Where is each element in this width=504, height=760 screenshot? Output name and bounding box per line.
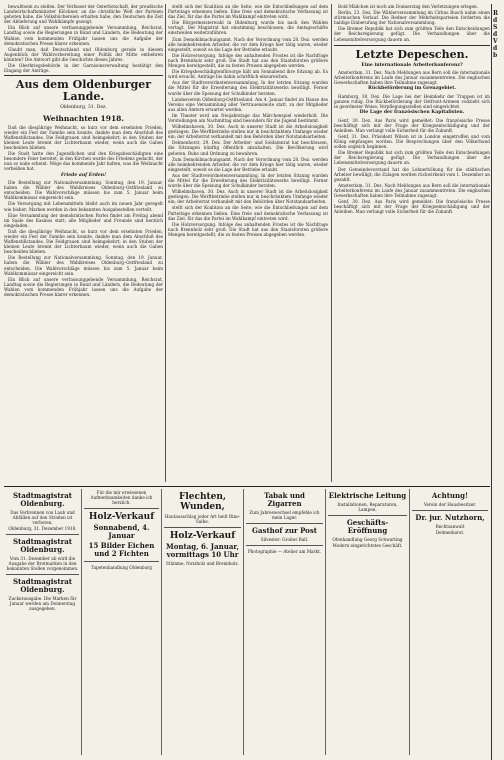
paragraph: Die Stadt hatte den Jugendlichen und den Kriegsbeschädigten eine besondere Feier bereitet; in den Kirchen wurde des Friedens gedacht, der nun so nahe scheint. Möge das kommende Jahr halten, was die Weihnacht verheißen hat. bbox=[4, 151, 163, 172]
paragraph: Bold Mädchen ist noch am Donnerstag den Verletzungen erlegen. bbox=[338, 4, 479, 9]
paragraph: Landesverein Oldenburg-Ostfriesland. Am 4. Januar findet im Hause des Vereins eine Versammlung aller Vertrauensleute statt, zu der Mitglieder aus allen Ämtern erwartet werden. bbox=[168, 96, 328, 112]
paragraph: Die Bestellung zur Nationalversammlung. Sonntag, den 19. Januar, haben die Wähler des Wahlkreises Oldenburg–Ostfriesland zu entscheiden. Die Wahlvorschläge müssen bis zum 5. Januar beim Wahlkommissar eingereicht sein. bbox=[4, 255, 163, 276]
ad-title: Holz-Verkauf bbox=[169, 531, 236, 541]
ad-tabak bbox=[244, 489, 326, 755]
ad-holz-verkauf-1 bbox=[82, 489, 162, 755]
ad-title: Stadtmagistrat Oldenburg. bbox=[12, 537, 73, 554]
paragraph: Ein Blick auf unsere verfassunggebende Versammlung, Reichsrat, Landtag sowie die Regierungen in Bund und Ländern, die Bedeutung der Wahlen vom kommenden Frühjahr lassen uns die Aufgabe der demokratischen Presse klarer erkennen. bbox=[4, 276, 163, 298]
ad-text: Stämme, Nutzholz und Brennholz. bbox=[166, 561, 239, 566]
column-3 bbox=[334, 4, 490, 482]
column-1 bbox=[4, 4, 163, 482]
divider bbox=[4, 75, 163, 76]
advertisement-section bbox=[4, 486, 490, 757]
dateline: Oldenburg, 31. Dez. bbox=[60, 105, 107, 111]
paragraph: Aus der Stadtverordnetenversammlung. In der letzten Sitzung wurden die Mittel für die Erweiterung des Elektrizitätswerks bewilligt. Ferner wurde über die Speisung der Schulkinder beraten. bbox=[168, 172, 328, 189]
ad-text: Delmenhorst. bbox=[435, 530, 465, 535]
paragraph: Genf, 30. Dez. Aus Paris wird gemeldet: Die französische Presse beschäftigt sich mit der Frage der Kriegsentschädigung und der Anleihen. Man verlangt volle Sicherheit für die Zukunft. bbox=[334, 117, 490, 133]
ad-title: Holz-Verkauf bbox=[88, 512, 155, 522]
ad-stadtmagistrat bbox=[4, 489, 82, 755]
paragraph: Die Kriegsbeschädigtenfürsorge hält am Sonnabend ihre Sitzung ab. Es wird ersucht, Anträge bis dahin schriftlich einzureichen. bbox=[168, 69, 328, 80]
paragraph: Berlin, 23. Dez. Die Wählerversammlung im Cirkus Busch nahm einen stürmischen Verlauf. Die Redner der Mehrheitsparteien forderten die baldige Einberufung der Nationalversammlung. bbox=[334, 10, 490, 26]
ad-title: Achtung! bbox=[431, 491, 469, 500]
paragraph: Wilhelmshaven, 30. Dez. Auch in unserer Stadt ist die Arbeitslosigkeit gestiegen. Die Werftbetriebe stellen nur in beschränktem Umfange wieder ein; der Arbeiterrat verhandelt mit den Behörden über Notstandsarbeiten. bbox=[168, 124, 328, 140]
paragraph: Die Bürgermeisterwahl in Oldenburg wurde bis nach den Wahlen vertagt. Der Magistrat hat einstimmig beschlossen, die Amtsgeschäfte einstweilen weiterzuführen. bbox=[168, 20, 328, 36]
ad-rechtsanwalt bbox=[410, 489, 490, 755]
paragraph: Aus der Stadtverordnetenversammlung. In der letzten Sitzung wurden die Mittel für die Erweiterung des Elektrizitätswerks bewilligt. Ferner wurde über die Speisung der Schulkinder beraten. bbox=[168, 80, 328, 96]
ad-text: Photographie — Atelier am Markt. bbox=[247, 549, 322, 554]
paragraph: Glaubt man, daß Deutschland und Oldenburg gerade in diesem Augenblick der Wahlvorbereitung einer Politik der Mitte entbehren könnten? Die Antwort gibt die Geschichte dieses Jahres. bbox=[4, 46, 163, 62]
paragraph: Genf, 30. Dez. Aus Paris wird gemeldet: Die französische Presse beschäftigt sich mit der Frage der Kriegsentschädigung und der Anleihen. Man verlangt volle Sicherheit für die Zukunft. bbox=[334, 199, 490, 215]
edge-letter: d bbox=[493, 31, 498, 38]
paragraph: Die Bremer Republik hat sich zum größten Teile den Entscheidungen der Reichsregierung gefügt. Die Verhandlungen über die Lebensmittelversorgung dauern an. bbox=[334, 26, 490, 42]
divider bbox=[328, 515, 407, 516]
ad-text: Hautausschlag jeder Art heilt Rino-Salbe. bbox=[164, 514, 241, 524]
paragraph: Hamburg, 30. Dez. Die Lage bei der Heimkehr der Truppen ist im ganzen ruhig. Die Rückbeförderung der Ostfront-Armeen vollzieht sich in geordneter Weise; Verpflegungsstellen sind eingerichtet. bbox=[334, 93, 490, 110]
ad-text: Verein der Hausbesitzer. bbox=[423, 502, 477, 507]
ad-title: Geschäfts-Eröffnung bbox=[346, 518, 389, 535]
ad-date: Sonnabend, 4. Januar bbox=[93, 523, 150, 540]
page-edge-rule bbox=[491, 4, 492, 760]
paragraph: Genf, 31. Dez. Präsident Wilson ist in London eingetroffen und vom König empfangen worden. Die Besprechungen über den Völkerbund sollen sogleich beginnen. bbox=[334, 134, 490, 150]
divider bbox=[246, 545, 323, 546]
section-heading-oldenburger-lande: Aus dem Oldenburger Lande. bbox=[15, 78, 152, 104]
column-divider bbox=[165, 4, 166, 482]
ad-text: Zuckerausgabe. Die Marken für Januar werden am Donnerstag ausgegeben. bbox=[8, 596, 77, 611]
ad-text: Ofenhandlung Georg Schwarting bbox=[332, 537, 403, 542]
column-divider bbox=[331, 4, 332, 482]
ad-text: Zum Jahreswechsel empfehle ich mein Lager. bbox=[249, 510, 320, 520]
ad-title: Dr. jur. Nutzhorn, bbox=[415, 513, 485, 522]
ad-title: Tabak und Zigarren bbox=[264, 491, 305, 508]
paragraph: stellt sich der Koalition an die Seite, wie die Entschließungen auf dem Parteitage erkennen ließen. Eine freie und demokratische Verfassung ist das Ziel, für das die Partei im Wahlkampf eintreten wird. bbox=[168, 4, 328, 20]
ad-text: Tapetenhandlung Oldenburg bbox=[91, 565, 152, 570]
paragraph: Der Gemeindevorstand hat die Lohnerhöhung für die städtischen Arbeiter bewilligt; die Zulagen werden rückwirkend vom 1. Dezember an gezahlt. bbox=[334, 166, 490, 182]
divider bbox=[6, 574, 79, 575]
adjacent-page-edge bbox=[493, 10, 504, 59]
paragraph: Daß die diesjährige Weihnacht, so kurz vor dem ersehnten Frieden, wieder ein Fest der Familie sein konnte, dankte man dem Abschluß des Waffenstillstandes. Die Feldgrauen sind heimgekehrt; in den Stuben der kleinen Leute brennt der Lichterbaum wieder, wenn auch die Gaben bescheiden blieben. bbox=[4, 124, 163, 151]
paragraph: Amsterdam, 31. Dez. Nach Meldungen aus Bern soll die internationale Arbeiterkonferenz im Laufe des Januar zusammentreten. Die englischen Gewerkschaften haben ihre Teilnahme zugesagt. bbox=[334, 182, 490, 199]
edge-letter: V bbox=[493, 38, 498, 45]
section-heading-letzte-depeschen: Letzte Depeschen. bbox=[355, 47, 469, 61]
paragraph: Im Theater wird am Neujahrstage das Märchenspiel wiederholt. Die Vorstellungen am Nachmittag sind besonders für die Jugend bestimmt. bbox=[168, 112, 328, 123]
paragraph: Die Bestellung zur Nationalversammlung. Sonntag, den 19. Januar, haben die Wähler des Wahlkreises Oldenburg–Ostfriesland zu entscheiden. Die Wahlvorschläge müssen bis zum 5. Januar beim Wahlkommissar eingereicht sein. bbox=[4, 180, 163, 201]
ad-title: Stadtmagistrat Oldenburg. bbox=[12, 577, 73, 594]
ad-elektrische-leitung bbox=[326, 489, 410, 755]
column-2 bbox=[168, 4, 328, 482]
paragraph: bewußtsein zu stellen. Der Verfasser der Osterbotschaft, der preußische Landwirtschaftsminister Klöckner, an die christliche Welt der Parteien geboten habe, die Volksbüchereien erhalten habe, den Deutschen die Zeit der Ablieferung und Wahlkämpfe gezeigt. bbox=[4, 4, 163, 25]
paragraph: Die Holzversorgung. Infolge des anhaltenden Frostes ist die Nachfrage nach Brennholz sehr groß. Die Stadt hat aus den Staatsforsten größere Mengen bereitgestellt, die zu festen Preisen abgegeben werden. bbox=[168, 52, 328, 69]
article-heading-weihnachten: Weihnachten 1918. bbox=[42, 113, 124, 123]
ad-text: Das Verbrennen von Laub und Abfällen auf den Straßen ist verboten. bbox=[10, 510, 75, 525]
paragraph: Ein Blick auf unsere verfassunggebende Versammlung, Reichsrat, Landtag sowie die Regierungen in Bund und Ländern, die Bedeutung der Wahlen vom kommenden Frühjahr lassen uns die Aufgabe der demokratischen Presse klarer erkennen. bbox=[4, 25, 163, 46]
paragraph: Wilhelmshaven, 30. Dez. Auch in unserer Stadt ist die Arbeitslosigkeit gestiegen. Die Werftbetriebe stellen nur in beschränktem Umfange wieder ein; der Arbeiterrat verhandelt mit den Behörden über Notstandsarbeiten. bbox=[168, 189, 328, 205]
subheading: Rückbeförderung im Grenzgebiet. bbox=[368, 86, 456, 92]
paragraph: Delmenhorst, 29. Dez. Der Arbeiter- und Soldatenrat hat beschlossen, die Sitzungen künftig öffentlich abzuhalten. Die Bevölkerung wird gebeten, Ruhe und Ordnung zu bewahren. bbox=[168, 140, 328, 156]
ad-text: Installationen, Reparaturen, Lampen. bbox=[337, 502, 398, 512]
paragraph: Die Holzversorgung. Infolge des anhaltenden Frostes ist die Nachfrage nach Brennholz sehr groß. Die Stadt hat aus den Staatsforsten größere Mengen bereitgestellt, die zu festen Preisen abgegeben werden. bbox=[168, 221, 328, 237]
subheading: Die Lage der französischen Kapitalisten. bbox=[359, 110, 465, 116]
ad-text: Für die mir erwiesenen Aufmerksamkeiten danke ich herzlich. bbox=[90, 490, 153, 505]
paragraph: stellt sich der Koalition an die Seite, wie die Entschließungen auf dem Parteitage erkennen ließen. Eine freie und demokratische Verfassung ist das Ziel, für das die Partei im Wahlkampf eintreten wird. bbox=[168, 205, 328, 221]
ad-text: Modern eingerichtetes Geschäft. bbox=[332, 543, 403, 548]
ad-title: Stadtmagistrat Oldenburg. bbox=[12, 491, 73, 508]
ad-title: Gasthof zur Post bbox=[251, 526, 317, 535]
motto: Friede auf Erden! bbox=[60, 172, 107, 178]
paragraph: Die Bremer Republik hat sich zum größten Teile den Entscheidungen der Reichsregierung gefügt. Die Verhandlungen über die Lebensmittelversorgung dauern an. bbox=[334, 150, 490, 166]
divider bbox=[6, 534, 79, 535]
edge-letter: d bbox=[493, 45, 498, 52]
divider bbox=[246, 523, 323, 524]
edge-letter: R bbox=[493, 10, 498, 17]
ad-flechten-wunden bbox=[162, 489, 244, 755]
edge-letter: b bbox=[493, 52, 498, 59]
divider bbox=[84, 508, 159, 509]
paragraph: Zum Demobilmachungsamt. Nach der Verordnung vom 28. Dez. werden alle heimkehrenden Arbeiter, die vor dem Kriege hier tätig waren, wieder eingestellt, soweit es die Lage der Betriebe erlaubt. bbox=[168, 36, 328, 52]
ad-text: Vom 31. Dezember ab wird die Ausgabe der Brotmarken in den bekannten Stellen vorgenommen. bbox=[6, 556, 79, 571]
subheading: Eine internationale Arbeiterkonferenz? bbox=[361, 62, 463, 68]
paragraph: Daß die diesjährige Weihnacht, so kurz vor dem ersehnten Frieden, wieder ein Fest der Familie sein konnte, dankte man dem Abschluß des Waffenstillstandes. Die Feldgrauen sind heimgekehrt; in den Stuben der kleinen Leute brennt der Lichterbaum wieder, wenn auch die Gaben bescheiden blieben. bbox=[4, 228, 163, 255]
ad-text: Silvester: Großer Ball. bbox=[260, 537, 309, 542]
ad-title: Flechten, Wunden, bbox=[178, 492, 227, 512]
divider bbox=[164, 527, 241, 528]
ad-text: Oldenburg, 31. Dezember 1918. bbox=[8, 526, 77, 531]
paragraph: Amsterdam, 31. Dez. Nach Meldungen aus Bern soll die internationale Arbeiterkonferenz im Laufe des Januar zusammentreten. Die englischen Gewerkschaften haben ihre Teilnahme zugesagt. bbox=[334, 70, 490, 86]
divider bbox=[334, 45, 490, 46]
divider bbox=[84, 561, 159, 562]
paragraph: Eine Versammlung der demokratischen Partei findet am Freitag abend im Saale des Kasinos statt; alle Mitglieder und Freunde sind herzlich eingeladen. bbox=[4, 212, 163, 228]
ad-text: 15 Bilder Eichen und 2 Fichten bbox=[88, 541, 155, 558]
ad-text: Rechtsanwalt bbox=[435, 524, 465, 529]
paragraph: Zum Demobilmachungsamt. Nach der Verordnung vom 28. Dez. werden alle heimkehrenden Arbeiter, die vor dem Kriege hier tätig waren, wieder eingestellt, soweit es die Lage der Betriebe erlaubt. bbox=[168, 156, 328, 172]
paragraph: Die Oberkriegsbehörde in der Garnisonsverwaltung bestätigt den Eingang der Anträge. bbox=[4, 63, 163, 74]
ad-date: Montag, 6. Januar, vormittags 10 Uhr bbox=[166, 542, 239, 559]
edge-letter: d bbox=[493, 17, 498, 24]
edge-letter: S bbox=[493, 24, 498, 31]
divider bbox=[412, 510, 488, 511]
ad-title: Elektrische Leitung bbox=[328, 491, 407, 500]
paragraph: Die Versorgung mit Lebensmitteln bleibt auch im neuen Jahr geregelt wie bisher; Marken werden in den bekannten Ausgabestellen verteilt. bbox=[4, 201, 163, 212]
